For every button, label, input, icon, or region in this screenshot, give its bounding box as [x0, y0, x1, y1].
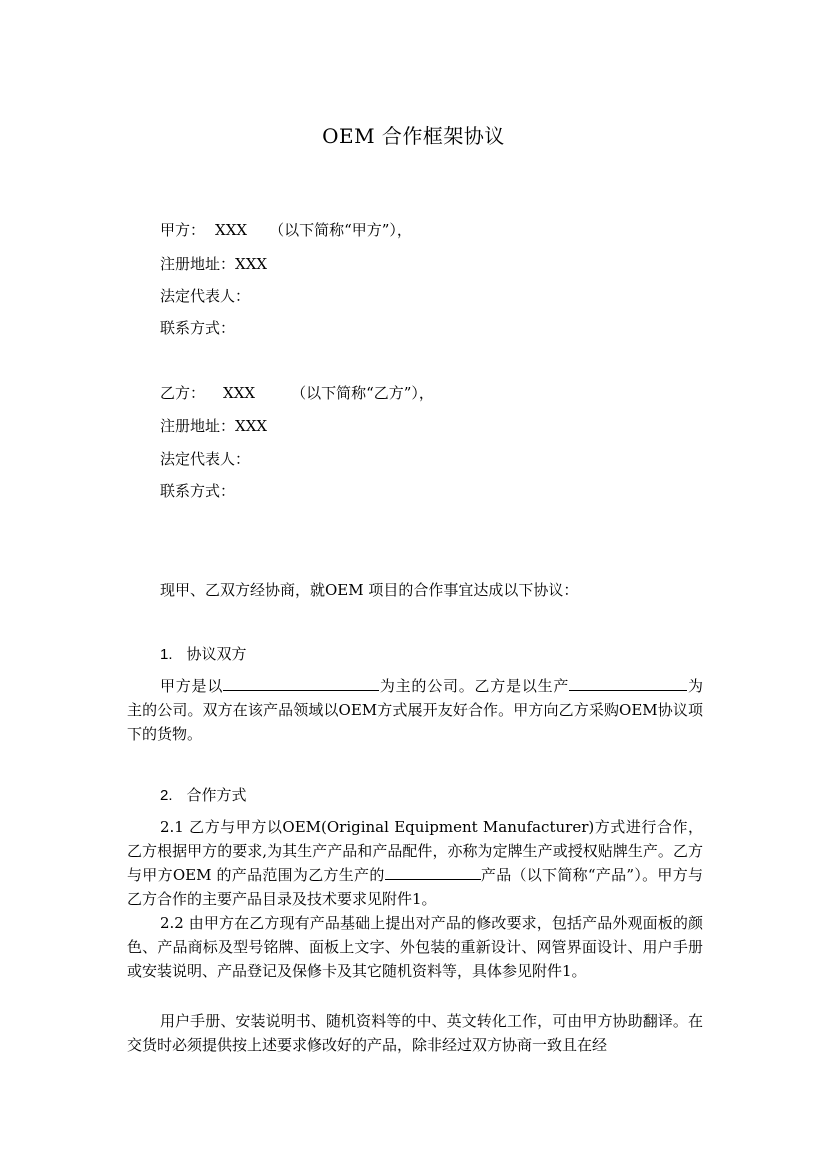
- party-a-representative: 法定代表人：: [160, 287, 251, 305]
- party-a-contact: 联系方式：: [160, 319, 236, 337]
- section-1-body: [127, 674, 703, 746]
- party-b-address-label: 注册地址：: [160, 417, 236, 435]
- section-2-heading: [160, 786, 247, 806]
- party-a-name: XXX: [215, 221, 248, 239]
- section-1-text-a: 甲方是以: [160, 677, 224, 695]
- party-b-address-value: XXX: [235, 417, 268, 435]
- section-2-1-blank: [385, 864, 481, 880]
- party-a-address: [160, 254, 267, 274]
- party-a-label: 甲方：: [160, 221, 206, 239]
- document-title: OEM 合作框架协议: [322, 124, 505, 148]
- party-b-address: [160, 416, 267, 436]
- section-2-1-body: [127, 815, 703, 911]
- section-2-1-text-a: 2.1 乙方与甲方以OEM(Original Equipment Manufacturer)方式进行合作，乙方根据甲方的要求,为其生产产品和产品配件，亦称为定牌生产或授权贴牌生产。乙方与甲方OEM 的产品范围为乙方生产的: [127, 818, 703, 884]
- preamble: 现甲、乙双方经协商，就OEM 项目的合作事宜达成以下协议：: [160, 581, 579, 599]
- section-1-blank-2: [569, 675, 687, 691]
- party-b-name: XXX: [223, 384, 256, 402]
- party-a-address-value: XXX: [235, 255, 268, 273]
- party-b-line: [160, 383, 434, 403]
- section-2-1-text-b: 产品（以下简称“产品”）。甲方与乙方合作的主要产品目录及技术要求见附件1。: [127, 866, 703, 908]
- party-a-alias: （以下简称“甲方”），: [269, 221, 412, 239]
- section-1-title: 协议双方: [186, 646, 247, 663]
- section-1-blank-1: [223, 675, 379, 691]
- section-2-2-body: 2.2 由甲方在乙方现有产品基础上提出对产品的修改要求，包括产品外观面板的颜色、产品商标及型号铭牌、面板上文字、外包装的重新设计、网管界面设计、用户手册或安装说明、产品登记及保修卡及其它随机资料等，具体参见附件1。: [127, 914, 703, 980]
- section-1-heading: [160, 645, 247, 665]
- section-1-number: 1.: [160, 646, 173, 663]
- party-b-contact: 联系方式：: [160, 482, 236, 500]
- section-1-text-c: 为主的公司。双方在该产品领域以OEM方式展开友好合作。甲方向乙方采购OEM协议项下的货物。: [127, 677, 703, 743]
- section-1-text-b: 为主的公司。乙方是以生产: [379, 677, 570, 695]
- section-2-title: 合作方式: [186, 787, 247, 804]
- section-2-number: 2.: [160, 787, 173, 804]
- party-b-alias: （以下简称“乙方”），: [291, 384, 434, 402]
- section-2-3-body: 用户手册、安装说明书、随机资料等的中、英文转化工作，可由甲方协助翻译。在交货时必须提供按上述要求修改好的产品，除非经过双方协商一致且在经: [127, 1012, 703, 1054]
- party-a-address-label: 注册地址：: [160, 255, 236, 273]
- party-b-label: 乙方：: [160, 384, 206, 402]
- party-b-representative: 法定代表人：: [160, 450, 251, 468]
- party-a-line: [160, 220, 412, 240]
